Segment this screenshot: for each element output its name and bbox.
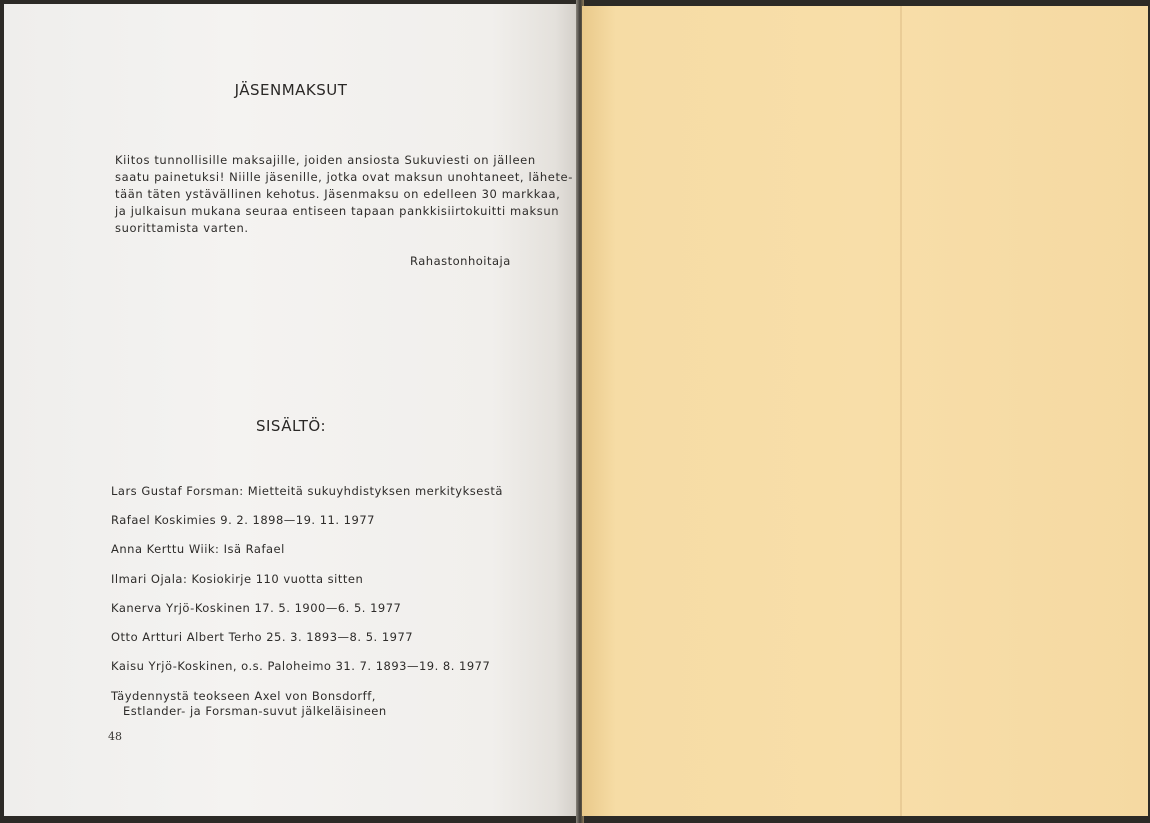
contents-item: Rafael Koskimies 9. 2. 1898—19. 11. 1977	[111, 513, 375, 527]
paragraph-line: Kiitos tunnollisille maksajille, joiden ansiosta Sukuviesti on jälleen	[115, 153, 536, 167]
contents-item-line: Täydennystä teokseen Axel von Bonsdorff,	[111, 689, 376, 703]
paper-crease	[900, 6, 902, 816]
contents-title: SISÄLTÖ:	[255, 417, 327, 435]
paragraph-line: saatu painetuksi! Niille jäsenille, jotka ovat maksun unohtaneet, lähete-	[115, 170, 573, 184]
signature: Rahastonhoitaja	[410, 254, 511, 268]
left-page	[4, 4, 578, 816]
paragraph-line: tään täten ystävällinen kehotus. Jäsenmaksu on edelleen 30 markkaa,	[115, 187, 561, 201]
paragraph-line: ja julkaisun mukana seuraa entiseen tapaan pankkisiirtokuitti maksun	[115, 204, 560, 218]
paragraph-line: suorittamista varten.	[115, 221, 249, 235]
membership-fee-paragraph	[115, 152, 573, 237]
contents-item: Lars Gustaf Forsman: Mietteitä sukuyhdistyksen merkityksestä	[111, 484, 503, 498]
contents-item: Kaisu Yrjö-Koskinen, o.s. Paloheimo 31. 7. 1893—19. 8. 1977	[111, 659, 491, 673]
contents-item: Kanerva Yrjö-Koskinen 17. 5. 1900—6. 5. 1977	[111, 601, 402, 615]
contents-item: Ilmari Ojala: Kosiokirje 110 vuotta sitten	[111, 572, 364, 586]
contents-item-multiline	[111, 689, 387, 719]
contents-item-line: Estlander- ja Forsman-suvut jälkeläisineen	[123, 704, 387, 718]
page-number: 48	[108, 730, 122, 743]
contents-item: Anna Kerttu Wiik: Isä Rafael	[111, 542, 285, 556]
right-page-blank	[582, 6, 1148, 816]
contents-item: Otto Artturi Albert Terho 25. 3. 1893—8. 5. 1977	[111, 630, 414, 644]
page-title: JÄSENMAKSUT	[234, 81, 348, 99]
